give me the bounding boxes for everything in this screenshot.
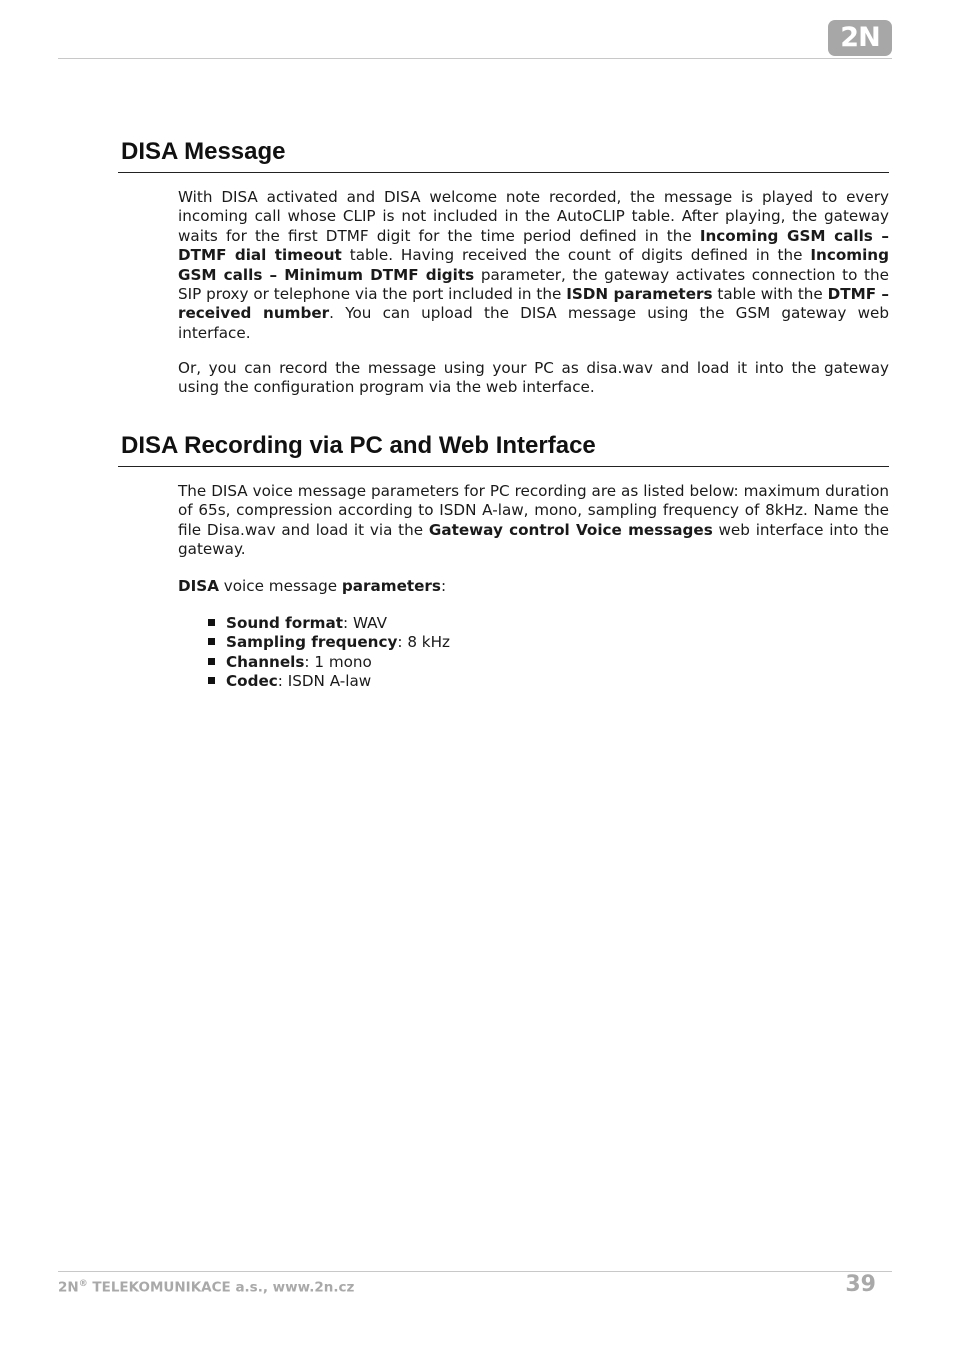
registered-mark: ® <box>78 1279 88 1289</box>
text-run: parameter, the gateway activates connection to the SIP proxy or telephone via the port included in the <box>178 265 889 304</box>
section-title-disa-message: DISA Message <box>118 138 889 173</box>
bold-term: ISDN parameters <box>566 285 713 304</box>
disa-message-paragraph-1 <box>178 188 889 343</box>
text-run: table. Having received the count of digits defined in the <box>341 246 811 265</box>
disa-recording-paragraph <box>178 482 889 560</box>
bold-term: Gateway control Voice messages <box>428 520 713 539</box>
text-run: table with the <box>712 285 828 304</box>
text-run: : <box>440 577 447 595</box>
param-value: : ISDN A-law <box>277 672 372 691</box>
text-run: web interface into the gateway. <box>178 520 889 559</box>
2n-logo: 2N <box>828 20 892 56</box>
list-item <box>206 614 450 633</box>
list-item <box>206 653 450 672</box>
list-item <box>206 672 450 691</box>
param-label: Channels <box>226 652 305 671</box>
param-value: : 1 mono <box>304 652 372 671</box>
text-run: voice message <box>218 577 342 595</box>
bold-term: parameters <box>341 577 441 595</box>
footer-brand: 2N <box>58 1279 79 1296</box>
disa-message-paragraph-2: Or, you can record the message using your PC as disa.wav and load it into the gateway using the configuration program via the web interface. <box>178 359 889 397</box>
bold-term: Incoming GSM calls – Minimum DTMF digits <box>178 246 889 284</box>
param-value: : WAV <box>343 614 387 632</box>
text-run: . You can upload the DISA message using the GSM gateway web interface. <box>178 304 889 342</box>
bullet-icon <box>208 638 215 645</box>
section-title-disa-recording: DISA Recording via PC and Web Interface <box>118 432 889 467</box>
footer-company-name: TELEKOMUNIKACE a.s., www.2n.cz <box>87 1279 355 1296</box>
text-run: The DISA voice message parameters for PC recording are as listed below: maximum duration of 65s, compression according to ISDN A-law, mono, sampling frequency of 8kHz. Name the file Disa.wav and load it via the <box>178 482 889 539</box>
param-label: Sampling frequency <box>226 633 398 652</box>
text-run: With DISA activated and DISA welcome note recorded, the message is played to every incoming call whose CLIP is not included in the AutoCLIP table. After playing, the gateway waits for the first DTMF digit for the time period defined in the <box>178 188 889 245</box>
list-item <box>206 633 450 652</box>
bold-term: DISA <box>178 577 219 595</box>
bold-term: DTMF – received number <box>178 285 889 323</box>
param-value: : 8 kHz <box>397 633 450 652</box>
bullet-icon <box>208 677 215 684</box>
header-rule <box>58 58 892 59</box>
params-intro <box>178 577 889 596</box>
footer-rule <box>58 1271 892 1272</box>
bullet-icon <box>208 658 215 665</box>
bold-term: Incoming GSM calls – DTMF dial timeout <box>178 226 889 265</box>
param-label: Codec <box>226 672 278 691</box>
params-list <box>206 614 450 692</box>
footer-company <box>58 1279 354 1296</box>
bullet-icon <box>208 619 215 626</box>
page-number: 39 <box>845 1272 876 1297</box>
param-label: Sound format <box>226 614 344 632</box>
